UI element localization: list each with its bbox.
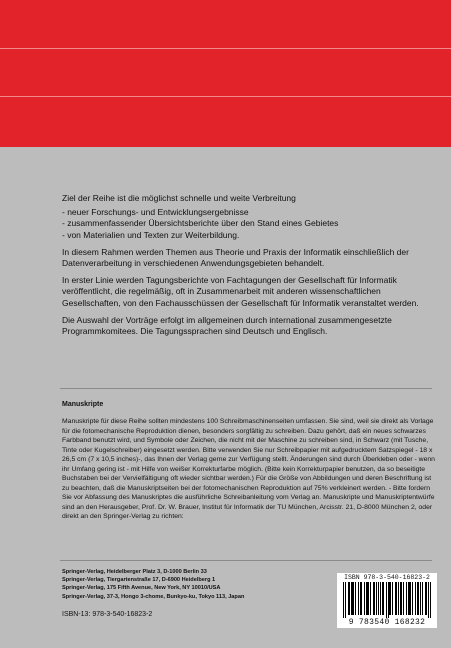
barcode-bar (408, 582, 409, 615)
barcode-label (337, 573, 437, 628)
band-divider (0, 48, 451, 49)
barcode-bar (390, 582, 391, 615)
barcode-bar (426, 582, 427, 615)
paragraph: In diesem Rahmen werden Themen aus Theorie und Praxis der Informatik einschließlich der Datenverarbeitung in verschiedenen Anwendungsgebieten behandelt. (62, 246, 409, 269)
barcode-bar (373, 582, 374, 615)
list-item: - neuer Forschungs- und Entwicklungsergebnisse (62, 207, 434, 218)
barcode-bar (417, 582, 418, 615)
manuscript-instructions: Manuskripte für diese Reihe sollten mindestens 100 Schreibmaschinenseiten umfassen. Sie sind, weil sie direkt als Vorlage für die fotomechanische Reproduktion dienen, besonders sorgfältig zu schreiben. Dazu gehört, daß ein neues schwarzes Farbband benutzt wird, und Symbole oder Zeichen, die nicht mit der Maschine zu schreiben sind, in Schwarz (mit Tusche, Tinte oder Kugelschreiber) eingesetzt werden. Bitte verwenden Sie nur Schreibpapier mit aufgedrucktem Satzspiegel - 18 x 26,5 cm (7 x 10,5 inches)-, das Ihnen der Verlag gerne zur Verfügung stellt. Änderungen sind durch Überkleben oder - wenn ihr Umfang gering ist - mit Hilfe von weißer Korrekturfarbe möglich. (Bitte kein Korrekturpapier benutzen, da so beseitigte Buchstaben bei der Vervielfältigung oft wieder sichtbar werden.) Für die Größe von Abbildungen und deren Beschriftung ist zu beachten, daß die Manuskriptseiten bei der fotomechanischen Reproduktion auf 75% verkleinert werden. - Bitte fordern Sie vor Abfassung des Manuskriptes die ausführliche Schreibanleitung vom Verlag an. Manuskripte und Manuskriptentwürfe sind an den Herausgeber, Prof. Dr. W. Brauer, Institut für Informatik der TU München, Arcisstr. 21, D-8000 München 2, oder direkt an den Springer-Verlag zu richten: (62, 418, 435, 520)
barcode-bar (409, 582, 410, 615)
barcode-bar (396, 582, 397, 615)
barcode-bar (367, 582, 368, 615)
address-line: Springer-Verlag, Tiergartenstraße 17, D-6900 Heidelberg 1 (62, 577, 216, 584)
barcode-bar (418, 582, 419, 615)
barcode-digits: 9 783540 168232 (348, 618, 426, 627)
intro-lead: Ziel der Reihe ist die möglichst schnelle und weite Verbreitung (62, 193, 296, 203)
barcode-bar (401, 582, 402, 615)
barcode-icon (343, 582, 431, 618)
barcode-bar (422, 582, 423, 615)
barcode-bar (374, 582, 375, 615)
paragraph: Die Auswahl der Vorträge erfolgt im allgemeinen durch international zusammengesetzte Programmkomitees. Die Tagungssprachen sind Deutsch und Englisch. (62, 314, 392, 337)
barcode-bar (430, 582, 431, 618)
barcode-bar (360, 582, 361, 615)
barcode-bar (380, 582, 381, 615)
goal-list (62, 207, 434, 241)
address-line: Springer-Verlag, 175 Fifth Avenue, New York, NY 10010/USA (62, 585, 221, 592)
isbn-text: ISBN-13: 978-3-540-16823-2 (62, 611, 153, 618)
barcode-bar (345, 582, 346, 618)
list-item: - von Materialien und Texten zur Weiterbildung. (62, 230, 434, 241)
barcode-bar (358, 582, 359, 615)
barcode-bar (388, 582, 389, 618)
barcode-bar (343, 582, 344, 618)
series-description (62, 193, 434, 337)
barcode-bar (368, 582, 369, 615)
barcode-bar (370, 582, 371, 615)
barcode-bar (382, 582, 383, 615)
barcode-bar (351, 582, 352, 615)
barcode-bar (355, 582, 356, 615)
barcode-isbn: ISBN 978-3-540-16823-2 (344, 574, 430, 581)
address-line: Springer-Verlag, Heidelberger Platz 3, D-1000 Berlin 33 (62, 569, 207, 575)
barcode-bar (425, 582, 426, 615)
barcode-bar (376, 582, 377, 615)
barcode-bar (383, 582, 384, 615)
barcode-bar (352, 582, 353, 615)
barcode-bar (400, 582, 401, 615)
barcode-bar (353, 582, 354, 615)
barcode-bar (395, 582, 396, 615)
section-divider (60, 560, 432, 561)
manuscript-section (62, 400, 436, 521)
list-item: - zusammenfassender Übersichtsberichte über den Stand eines Gebietes (62, 218, 434, 229)
barcode-bar (389, 582, 390, 615)
address-line: Springer-Verlag, 37-3, Hongo 3-chome, Bunkyo-ku, Tokyo 113, Japan (62, 593, 245, 600)
barcode-bar (420, 582, 421, 615)
barcode-bar (403, 582, 404, 615)
barcode-bar (348, 582, 349, 615)
barcode-bar (428, 582, 429, 618)
barcode-bar (364, 582, 365, 615)
section-heading: Manuskripte (62, 401, 104, 408)
barcode-bar (406, 582, 407, 615)
barcode-bar (361, 582, 362, 615)
section-divider (60, 388, 432, 389)
barcode-bar (398, 582, 399, 615)
barcode-bar (412, 582, 413, 615)
barcode-bar (386, 582, 387, 618)
barcode-bar (415, 582, 416, 615)
barcode-bar (378, 582, 379, 615)
barcode-bar (366, 582, 367, 615)
paragraph: In erster Linie werden Tagungsberichte von Fachtagungen der Gesellschaft für Informatik veröffentlicht, die regelmäßig, oft in Zusammenarbeit mit anderen wissenschaftlichen Gesellschaften, von den Fachausschüssen der Gesellschaft für Informatik veranstaltet werden. (62, 275, 419, 308)
barcode-bar (410, 582, 411, 615)
red-cover-band (0, 0, 451, 147)
barcode-bar (349, 582, 350, 615)
barcode-bar (392, 582, 393, 615)
band-divider (0, 96, 451, 97)
publisher-addresses (62, 568, 322, 601)
